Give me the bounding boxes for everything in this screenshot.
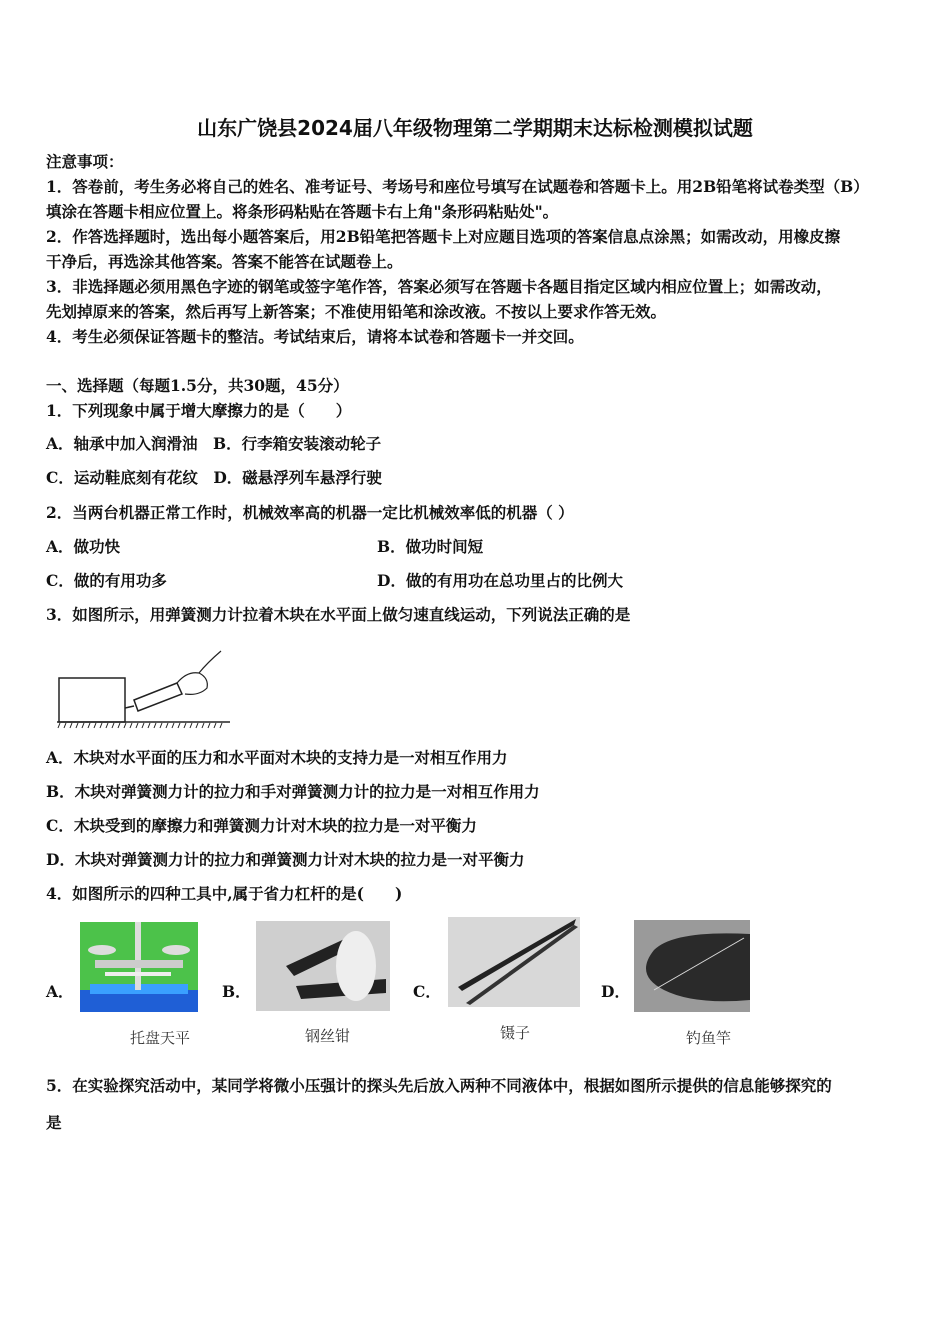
note-line: 先划掉原来的答案，然后再写上新答案；不准使用铅笔和涂改液。不按以上要求作答无效。 (46, 302, 667, 321)
page-title: 山东广饶县2024届八年级物理第二学期期末达标检测模拟试题 (197, 116, 753, 140)
q2-option-c: C．做的有用功多 (46, 571, 167, 590)
q5-stem-cont: 是 (46, 1113, 62, 1132)
q1-stem: 1．下列现象中属于增大摩擦力的是（ ） (46, 401, 352, 420)
note-line: 填涂在答题卡相应位置上。将条形码粘贴在答题卡右上角"条形码粘贴处"。 (46, 202, 559, 221)
tweezers-image (448, 917, 580, 1007)
note-line: 2．作答选择题时，选出每小题答案后，用2B铅笔把答题卡上对应题目选项的答案信息点涂黑；如需改动，用橡皮擦 (46, 227, 841, 246)
notes-heading: 注意事项： (46, 152, 124, 171)
pliers-image (256, 921, 390, 1011)
q4-option-a-caption: 托盘天平 (130, 1029, 191, 1047)
q2-option-b: B．做功时间短 (377, 537, 484, 556)
q2-option-d: D．做的有用功在总功里占的比例大 (377, 571, 623, 590)
q4-option-b-letter: B． (222, 982, 251, 1001)
fishing-rod-image (634, 920, 750, 1012)
q4-option-a-letter: A． (46, 982, 74, 1001)
section-heading: 一、选择题（每题1.5分，共30题，45分） (46, 376, 349, 395)
q3-stem: 3．如图所示，用弹簧测力计拉着木块在水平面上做匀速直线运动，下列说法正确的是 (46, 605, 631, 624)
q1-options: A．轴承中加入润滑油 B．行李箱安装滚动轮子 (46, 434, 382, 453)
q2-stem: 2．当两台机器正常工作时，机械效率高的机器一定比机械效率低的机器（ ） (46, 503, 574, 522)
q4-stem: 4．如图所示的四种工具中,属于省力杠杆的是( ) (46, 884, 403, 903)
q5-stem: 5．在实验探究活动中，某同学将微小压强计的探头先后放入两种不同液体中，根据如图所示提供的信息能够探究的 (46, 1076, 832, 1095)
q3-option-c: C．木块受到的摩擦力和弹簧测力计对木块的拉力是一对平衡力 (46, 816, 477, 835)
q4-option-c-caption: 镊子 (500, 1024, 531, 1042)
q3-option-d: D．木块对弹簧测力计的拉力和弹簧测力计对木块的拉力是一对平衡力 (46, 850, 525, 869)
q4-option-b-caption: 钢丝钳 (305, 1027, 351, 1045)
balance-scale-image (80, 922, 198, 1012)
note-line: 干净后，再选涂其他答案。答案不能答在试题卷上。 (46, 252, 403, 271)
q4-option-d-caption: 钓鱼竿 (686, 1029, 732, 1047)
note-line: 4．考生必须保证答题卡的整洁。考试结束后，请将本试卷和答题卡一并交回。 (46, 327, 584, 346)
spring-scale-figure (52, 638, 232, 733)
note-line: 3．非选择题必须用黑色字迹的钢笔或签字笔作答，答案必须写在答题卡各题目指定区域内相应位置上；如需改动， (46, 277, 832, 296)
q3-option-a: A．木块对水平面的压力和水平面对木块的支持力是一对相互作用力 (46, 748, 508, 767)
q4-option-d-letter: D． (601, 982, 630, 1001)
note-line: 1．答卷前，考生务必将自己的姓名、准考证号、考场号和座位号填写在试题卷和答题卡上。用2B铅笔将试卷类型（B） (46, 177, 869, 196)
q2-option-a: A．做功快 (46, 537, 121, 556)
q3-option-b: B．木块对弹簧测力计的拉力和手对弹簧测力计的拉力是一对相互作用力 (46, 782, 540, 801)
q1-options: C．运动鞋底刻有花纹 D．磁悬浮列车悬浮行驶 (46, 468, 382, 487)
q4-option-c-letter: C． (413, 982, 441, 1001)
